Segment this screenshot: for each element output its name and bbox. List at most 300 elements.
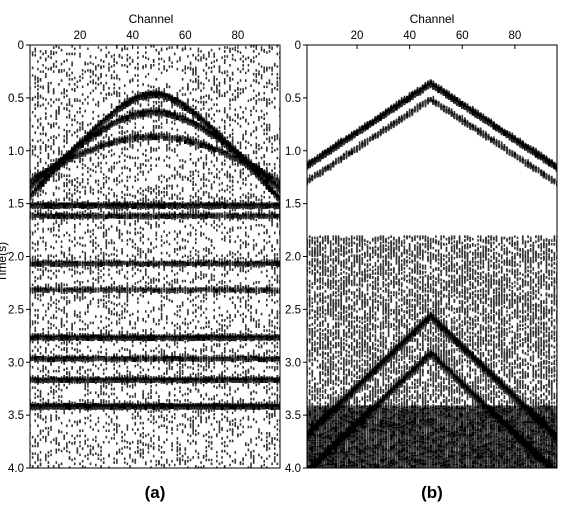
wiggle-mark [135,220,137,222]
wiggle-mark [153,60,155,63]
wiggle-mark [56,270,58,273]
wiggle-mark [39,380,41,383]
wiggle-mark [129,205,131,208]
wiggle-mark [77,291,79,294]
wiggle-mark [95,87,97,90]
wiggle-mark [63,69,65,72]
wiggle-mark [50,50,52,52]
wiggle-mark [61,246,63,249]
wiggle-mark [132,254,134,257]
wiggle-mark [82,298,84,301]
wiggle-mark [82,154,84,157]
wiggle-mark [34,294,36,297]
wiggle-mark [90,300,92,303]
wiggle-mark [87,310,89,313]
wiggle-mark [61,150,63,153]
wiggle-mark [148,397,150,400]
wiggle-mark [153,216,155,219]
wiggle-mark [69,83,71,86]
wiggle-mark [140,237,142,239]
wiggle-mark [37,416,39,418]
wiggle-mark [69,341,71,344]
wiggle-mark [77,186,79,189]
wiggle-mark [177,428,179,431]
wiggle-mark [169,365,171,368]
wiggle-mark [166,155,168,158]
wiggle-mark [161,289,163,292]
wiggle-mark [111,339,113,342]
wiggle-mark [153,422,155,425]
wiggle-mark [95,464,97,467]
wiggle-mark [37,395,39,398]
wiggle-mark [34,386,36,389]
wiggle-mark [40,430,42,433]
wiggle-mark [66,442,68,445]
wiggle-mark [92,229,94,232]
wiggle-mark [113,209,115,212]
wiggle-mark [163,290,165,293]
wiggle-mark [108,228,110,231]
wiggle-mark [121,313,123,316]
wiggle-mark [127,332,129,335]
wiggle-mark [97,147,99,150]
wiggle-mark [161,464,163,467]
wiggle-mark [37,162,39,165]
wiggle-mark [150,460,152,463]
wiggle-mark [37,210,39,213]
wiggle-mark [156,200,158,203]
wiggle-mark [140,239,142,242]
wiggle-mark [32,233,34,236]
wiggle-mark [48,284,50,287]
wiggle-mark [61,318,63,321]
wiggle-mark [69,174,71,177]
wiggle-mark [132,395,134,398]
wiggle-mark [142,265,144,268]
wiggle-mark [145,341,147,343]
wiggle-mark [92,79,94,82]
wiggle-mark [87,263,89,266]
wiggle-mark [92,322,94,325]
wiggle-mark [169,299,171,302]
wiggle-mark [32,139,34,142]
wiggle-mark [74,463,76,466]
wiggle-mark [153,430,155,433]
wiggle-mark [37,289,39,293]
wiggle-mark [134,461,136,464]
wiggle-mark [177,105,179,108]
wiggle-mark [100,337,103,341]
wiggle-mark [163,205,166,209]
wiggle-mark [95,138,97,141]
wiggle-mark [127,176,129,179]
wiggle-mark [148,282,150,285]
wiggle-mark [161,102,163,105]
wiggle-mark [45,192,47,194]
wiggle-mark [97,216,99,219]
wiggle-mark [116,92,118,95]
wiggle-mark [131,405,134,409]
wiggle-mark [158,337,160,340]
wiggle-mark [79,129,81,132]
wiggle-mark [161,315,163,318]
wiggle-mark [113,428,115,431]
wiggle-mark [171,62,173,65]
wiggle-mark [45,181,47,184]
wiggle-mark [84,394,86,397]
wiggle-mark [61,342,63,345]
wiggle-mark [100,210,102,213]
wiggle-mark [74,337,76,340]
wiggle-mark [45,73,47,76]
wiggle-mark [92,407,94,410]
wiggle-mark [161,381,163,384]
wiggle-mark [32,74,34,76]
wiggle-mark [92,82,94,85]
wiggle-mark [90,463,92,466]
seismic-section-a [29,45,282,470]
wiggle-mark [163,465,165,468]
wiggle-mark [155,285,157,288]
wiggle-mark [174,464,176,466]
wiggle-mark [50,68,52,71]
wiggle-mark [134,223,136,226]
wiggle-mark [74,192,76,195]
wiggle-mark [153,149,155,152]
wiggle-mark [108,51,110,54]
wiggle-mark [32,350,34,353]
wiggle-mark [137,407,139,410]
wiggle-mark [150,391,152,394]
wiggle-mark [47,178,49,181]
wiggle-mark [98,290,100,293]
wiggle-mark [121,290,123,293]
wiggle-mark [140,371,142,374]
wiggle-mark [160,205,163,209]
wiggle-mark [113,367,115,370]
wiggle-mark [137,102,139,105]
wiggle-mark [150,289,152,292]
wiggle-mark [155,94,158,98]
wiggle-mark [92,63,94,66]
wiggle-mark [66,300,68,303]
wiggle-mark [106,135,108,138]
wiggle-mark [42,129,44,131]
wiggle-mark [140,105,142,108]
wiggle-mark [166,147,168,149]
wiggle-mark [142,98,144,101]
wiggle-mark [37,459,39,462]
wiggle-mark [32,465,34,468]
wiggle-mark [48,339,50,342]
wiggle-mark [161,410,163,413]
wiggle-mark [50,148,52,150]
wiggle-mark [158,445,160,448]
wiggle-mark [142,173,144,176]
wiggle-mark [37,454,39,456]
wiggle-mark [58,150,60,153]
wiggle-mark [127,409,129,412]
wiggle-mark [177,279,179,282]
wiggle-mark [63,339,65,342]
wiggle-mark [90,256,92,259]
wiggle-mark [87,280,89,283]
wiggle-mark [116,408,118,411]
wiggle-mark [161,49,163,52]
wiggle-mark [69,301,71,303]
wiggle-mark [124,64,126,67]
wiggle-mark [177,424,179,427]
wiggle-mark [127,243,129,246]
wiggle-mark [158,263,160,266]
wiggle-mark [77,296,79,299]
wiggle-mark [132,341,134,344]
wiggle-mark [134,323,136,326]
wiggle-mark [77,423,79,426]
wiggle-mark [161,451,163,454]
wiggle-mark [121,133,123,136]
wiggle-mark [134,432,136,435]
wiggle-mark [145,178,147,181]
wiggle-mark [158,308,160,310]
wiggle-mark [60,379,63,383]
wiggle-mark [129,63,131,66]
wiggle-mark [108,254,110,257]
wiggle-mark [177,197,179,200]
wiggle-mark [42,370,44,373]
wiggle-mark [77,190,79,193]
wiggle-mark [48,276,50,279]
wiggle-mark [37,298,39,301]
wiggle-mark [148,447,150,449]
wiggle-mark [92,360,94,363]
wiggle-mark [87,324,89,327]
wiggle-mark [100,140,102,143]
wiggle-mark [61,422,63,424]
wiggle-mark [98,351,100,354]
wiggle-mark [174,352,176,355]
wiggle-mark [171,103,173,106]
wiggle-mark [100,289,102,292]
wiggle-mark [134,282,136,285]
wiggle-mark [58,172,60,175]
wiggle-mark [40,193,42,196]
wiggle-mark [77,280,79,283]
wiggle-mark [56,390,58,393]
wiggle-mark [37,192,39,195]
wiggle-mark [106,244,108,247]
wiggle-mark [169,367,171,370]
wiggle-mark [103,457,105,459]
wiggle-mark [74,218,76,221]
wiggle-mark [82,93,84,96]
wiggle-mark [142,235,144,238]
wiggle-mark [82,186,84,189]
wiggle-mark [40,96,42,99]
wiggle-mark [69,383,71,385]
wiggle-mark [145,285,147,288]
wiggle-mark [113,70,115,73]
wiggle-mark [116,229,118,232]
wiggle-mark [32,341,34,344]
wiggle-mark [74,205,76,209]
wiggle-mark [142,190,144,193]
wiggle-mark [32,67,34,70]
wiggle-mark [174,238,176,241]
wiggle-mark [163,65,165,68]
wiggle-mark [126,360,128,363]
wiggle-mark [63,140,65,142]
wiggle-mark [84,313,86,315]
wiggle-mark [155,136,158,140]
wiggle-mark [158,63,160,66]
wiggle-mark [47,358,50,362]
wiggle-mark [100,358,102,360]
wiggle-mark [129,338,131,341]
wiggle-mark [108,311,110,314]
wiggle-mark [106,74,108,77]
wiggle-mark [71,459,73,462]
wiggle-mark [124,223,126,226]
wiggle-mark [69,78,71,81]
wiggle-mark [42,266,44,268]
wiggle-mark [153,199,155,201]
wiggle-mark [148,103,150,106]
wiggle-mark [98,417,100,420]
wiggle-mark [176,408,178,411]
wiggle-mark [82,77,84,79]
wiggle-mark [119,160,121,163]
wiggle-mark [132,60,134,63]
wiggle-mark [34,107,36,110]
wiggle-mark [171,187,173,190]
wiggle-mark [106,400,108,403]
wiggle-mark [66,386,68,389]
wiggle-mark [127,296,129,298]
wiggle-mark [92,163,94,166]
wiggle-mark [148,289,150,292]
wiggle-mark [171,428,173,431]
wiggle-mark [42,183,44,187]
wiggle-mark [58,206,60,209]
wiggle-mark [32,258,34,261]
wiggle-mark [100,67,102,70]
wiggle-mark [53,53,55,56]
wiggle-mark [119,360,121,363]
wiggle-mark [45,341,47,344]
wiggle-mark [98,46,100,49]
wiggle-mark [119,318,121,321]
wiggle-mark [113,64,115,67]
wiggle-mark [69,116,71,119]
wiggle-mark [61,206,63,208]
wiggle-mark [97,358,99,361]
wiggle-mark [174,380,176,383]
wiggle-mark [61,291,63,294]
wiggle-mark [103,426,105,428]
wiggle-mark [84,63,86,66]
wiggle-mark [116,320,118,323]
wiggle-mark [48,465,50,467]
wiggle-mark [95,205,97,209]
wiggle-mark [127,188,129,191]
wiggle-mark [161,131,163,134]
wiggle-mark [37,243,39,246]
wiggle-mark [163,361,165,364]
wiggle-mark [108,300,110,302]
wiggle-mark [98,105,100,108]
wiggle-mark [50,299,52,301]
wiggle-mark [161,58,163,61]
wiggle-mark [37,94,39,97]
wiggle-mark [48,461,50,464]
wiggle-mark [163,327,165,330]
wiggle-mark [124,98,126,101]
wiggle-mark [127,300,129,303]
wiggle-mark [174,148,176,151]
wiggle-mark [48,139,50,142]
wiggle-mark [121,383,123,386]
wiggle-mark [103,372,105,375]
wiggle-mark [150,157,152,160]
wiggle-mark [82,380,84,383]
wiggle-mark [48,87,50,90]
wiggle-mark [79,272,81,275]
wiggle-mark [106,46,108,49]
wiggle-mark [166,205,168,208]
wiggle-mark [32,291,34,294]
wiggle-mark [103,257,105,260]
wiggle-mark [134,126,136,129]
wiggle-mark [119,131,121,134]
wiggle-mark [174,119,176,122]
wiggle-mark [145,196,147,199]
wiggle-mark [103,65,105,68]
wiggle-mark [58,187,60,189]
wiggle-mark [71,328,73,331]
wiggle-mark [124,290,126,293]
wiggle-mark [53,207,55,210]
wiggle-mark [45,440,47,443]
wiggle-mark [142,436,144,439]
wiggle-mark [84,98,86,100]
wiggle-mark [124,461,126,464]
wiggle-mark [50,390,52,393]
wiggle-mark [124,446,126,448]
wiggle-mark [98,281,100,283]
wiggle-mark [174,394,176,397]
wiggle-mark [66,116,68,118]
wiggle-mark [119,303,121,306]
wiggle-mark [150,86,152,89]
wiggle-mark [105,381,107,384]
wiggle-mark [169,98,171,101]
wiggle-mark [142,55,144,58]
wiggle-mark [69,375,71,378]
wiggle-mark [134,408,136,411]
wiggle-mark [145,98,147,101]
wiggle-mark [84,408,86,411]
wiggle-mark [111,360,113,363]
wiggle-mark [42,167,44,170]
wiggle-mark [108,441,110,444]
wiggle-mark [158,176,160,179]
wiggle-mark [103,224,105,227]
wiggle-mark [155,215,158,219]
wiggle-mark [32,51,34,54]
wiggle-mark [121,305,123,307]
wiggle-mark [92,428,94,431]
